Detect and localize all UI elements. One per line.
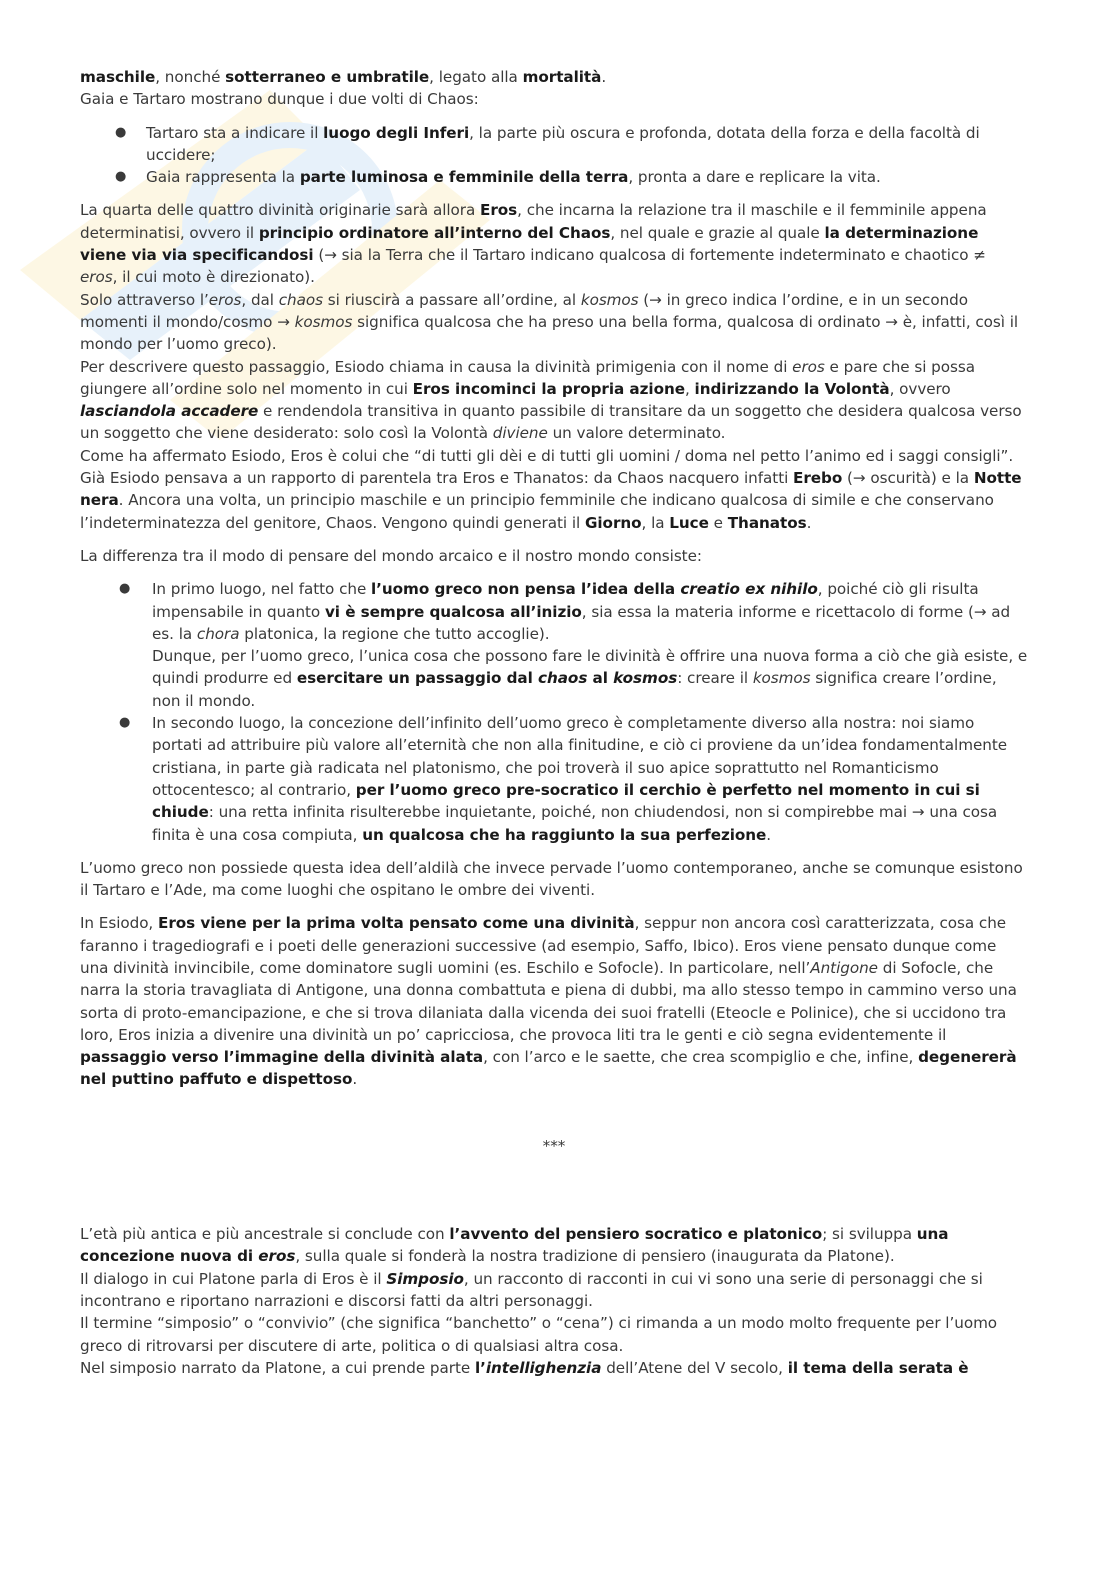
list-item: ● In primo luogo, nel fatto che l’uomo greco non pensa l’idea della creatio ex nihilo, poiché ciò gli risulta impensabile in quanto vi è sempre qualcosa all’inizio, sia essa la materia informe e ricettacolo di forme (→ ad es. la chora platonica, la regione che tutto accoglie). Dunque, per l’uomo greco, l’unica cosa che possono fare le divinità è offrire una nuova forma a ciò che già esiste, e quindi produrre ed esercitare un passaggio dal chaos al kosmos: creare il kosmos significa creare l’ordine, non il mondo. [119,580,1028,710]
section-separator: *** [542,1136,566,1155]
bullet-icon: ● [115,124,127,140]
bullet-list-difference [80,578,1028,846]
paragraph-eros-5: Già Esiodo pensava a un rapporto di parentela tra Eros e Thanatos: da Chaos nacquero infatti Erebo (→ oscurità) e la Notte nera. Ancora una volta, un principio maschile e un principio femminile che indicano qualcosa di simile e che conservano l’indeterminatezza del genitore, Chaos. Vengono quindi generati il Giorno, la Luce e Thanatos. [80,469,1022,532]
bullet-list-chaos [80,122,1028,189]
paragraph-intro-2: Gaia e Tartaro mostrano dunque i due volti di Chaos: [80,90,479,109]
paragraph-eros-3: Per descrivere questo passaggio, Esiodo chiama in causa la divinità primigenia con il nome di eros e pare che si possa giungere all’ordine solo nel momento in cui Eros incominci la propria azione, indirizzando la Volontà, ovvero lasciandola accadere e rendendola transitiva in quanto passibile di transitare da un soggetto che desidera qualcosa verso un soggetto che viene desiderato: solo così la Volontà diviene un valore determinato. [80,357,1022,443]
list-item: ● Tartaro sta a indicare il luogo degli Inferi, la parte più oscura e profonda, dotata della forza e della facoltà di uccidere; [115,123,980,164]
paragraph-difference: La differenza tra il modo di pensare del mondo arcaico e il nostro mondo consiste: [80,546,702,565]
paragraph-esiodo: In Esiodo, Eros viene per la prima volta pensato come una divinità, seppur non ancora così caratterizzata, cosa che faranno i tragediografi e i poeti delle generazioni successive (ad esempio, Saffo, Ibico). Eros viene pensato dunque come una divinità invincibile, come dominatore sugli uomini (es. Eschilo e Sofocle). In particolare, nell’Antigone di Sofocle, che narra la storia travagliata di Antigone, una donna combattuta e piena di dubbi, ma allo stesso tempo in cammino verso una sorta di proto-emancipazione, e che si trova dilaniata dalla vicenda dei suoi fratelli (Eteocle e Polinice), che si uccidono tra loro, Eros inizia a divenire una divinità un po’ capricciosa, che provoca liti tra le genti e ciò segna evidentemente il passaggio verso l’immagine della divinità alata, con l’arco e le saette, che crea scompiglio e che, infine, degenererà nel puttino paffuto e dispettoso. [80,914,1017,1089]
document-page [80,66,1028,1379]
paragraph-eros-1: La quarta delle quattro divinità originarie sarà allora Eros, che incarna la relazione tra il maschile e il femminile appena determinatisi, ovvero il principio ordinatore all’interno del Chaos, nel quale e grazie al quale la determinazione viene via via specificandosi (→ sia la Terra che il Tartaro indicano qualcosa di fortemente indeterminato e chaotico ≠ eros, il cui moto è direzionato). [80,201,987,287]
bullet-icon: ● [115,169,127,185]
paragraph-platone-4: Nel simposio narrato da Platone, a cui prende parte l’intellighenzia dell’Atene del V secolo, il tema della serata è [80,1358,969,1377]
paragraph-platone-1: L’età più antica e più ancestrale si conclude con l’avvento del pensiero socratico e platonico; si sviluppa una concezione nuova di eros, sulla quale si fonderà la nostra tradizione di pensiero (inaugurata da Platone). [80,1225,949,1266]
list-item: ● Gaia rappresenta la parte luminosa e femminile della terra, pronta a dare e replicare la vita. [80,166,1028,188]
paragraph-platone-2: Il dialogo in cui Platone parla di Eros è il Simposio, un racconto di racconti in cui vi sono una serie di personaggi che si incontrano e riportano narrazioni e discorsi fatti da altri personaggi. [80,1269,983,1310]
paragraph-eros-2: Solo attraverso l’eros, dal chaos si riuscirà a passare all’ordine, al kosmos (→ in greco indica l’ordine, e in un secondo momenti il mondo/cosmo → kosmos significa qualcosa che ha preso una bella forma, qualcosa di ordinato → è, infatti, così il mondo per l’uomo greco). [80,290,1019,354]
list-item: ● In secondo luogo, la concezione dell’infinito dell’uomo greco è completamente diverso alla nostra: noi siamo portati ad attribuire più valore all’eternità che non alla finitudine, e ciò ci proviene da un’idea fondamentalmente cristiana, in parte già radicata nel platonismo, che poi troverà il suo apice soprattutto nel Romanticismo ottocentesco; al contrario, per l’uomo greco pre-socratico il cerchio è perfetto nel momento in cui si chiude: una retta infinita risulterebbe inquietante, poiché, non chiudendosi, non si compirebbe mai → una cosa finita è una cosa compiuta, un qualcosa che ha raggiunto la sua perfezione. [119,714,1008,844]
paragraph-eros-4: Come ha affermato Esiodo, Eros è colui che “di tutti gli dèi e di tutti gli uomini / doma nel petto l’animo ed i saggi consigli”. [80,446,1014,465]
bullet-icon: ● [119,715,131,731]
paragraph-platone-3: Il termine “simposio” o “convivio” (che significa “banchetto” o “cena”) ci rimanda a un modo molto frequente per l’uomo greco di ritrovarsi per discutere di arte, politica o di qualsiasi altra cosa. [80,1314,998,1355]
paragraph-intro-1: maschile, nonché sotterraneo e umbratile, legato alla mortalità. [80,68,607,86]
bullet-icon: ● [119,581,131,597]
paragraph-afterlife: L’uomo greco non possiede questa idea dell’aldilà che invece pervade l’uomo contemporaneo, anche se comunque esistono il Tartaro e l’Ade, ma come luoghi che ospitano le ombre dei viventi. [80,858,1023,900]
